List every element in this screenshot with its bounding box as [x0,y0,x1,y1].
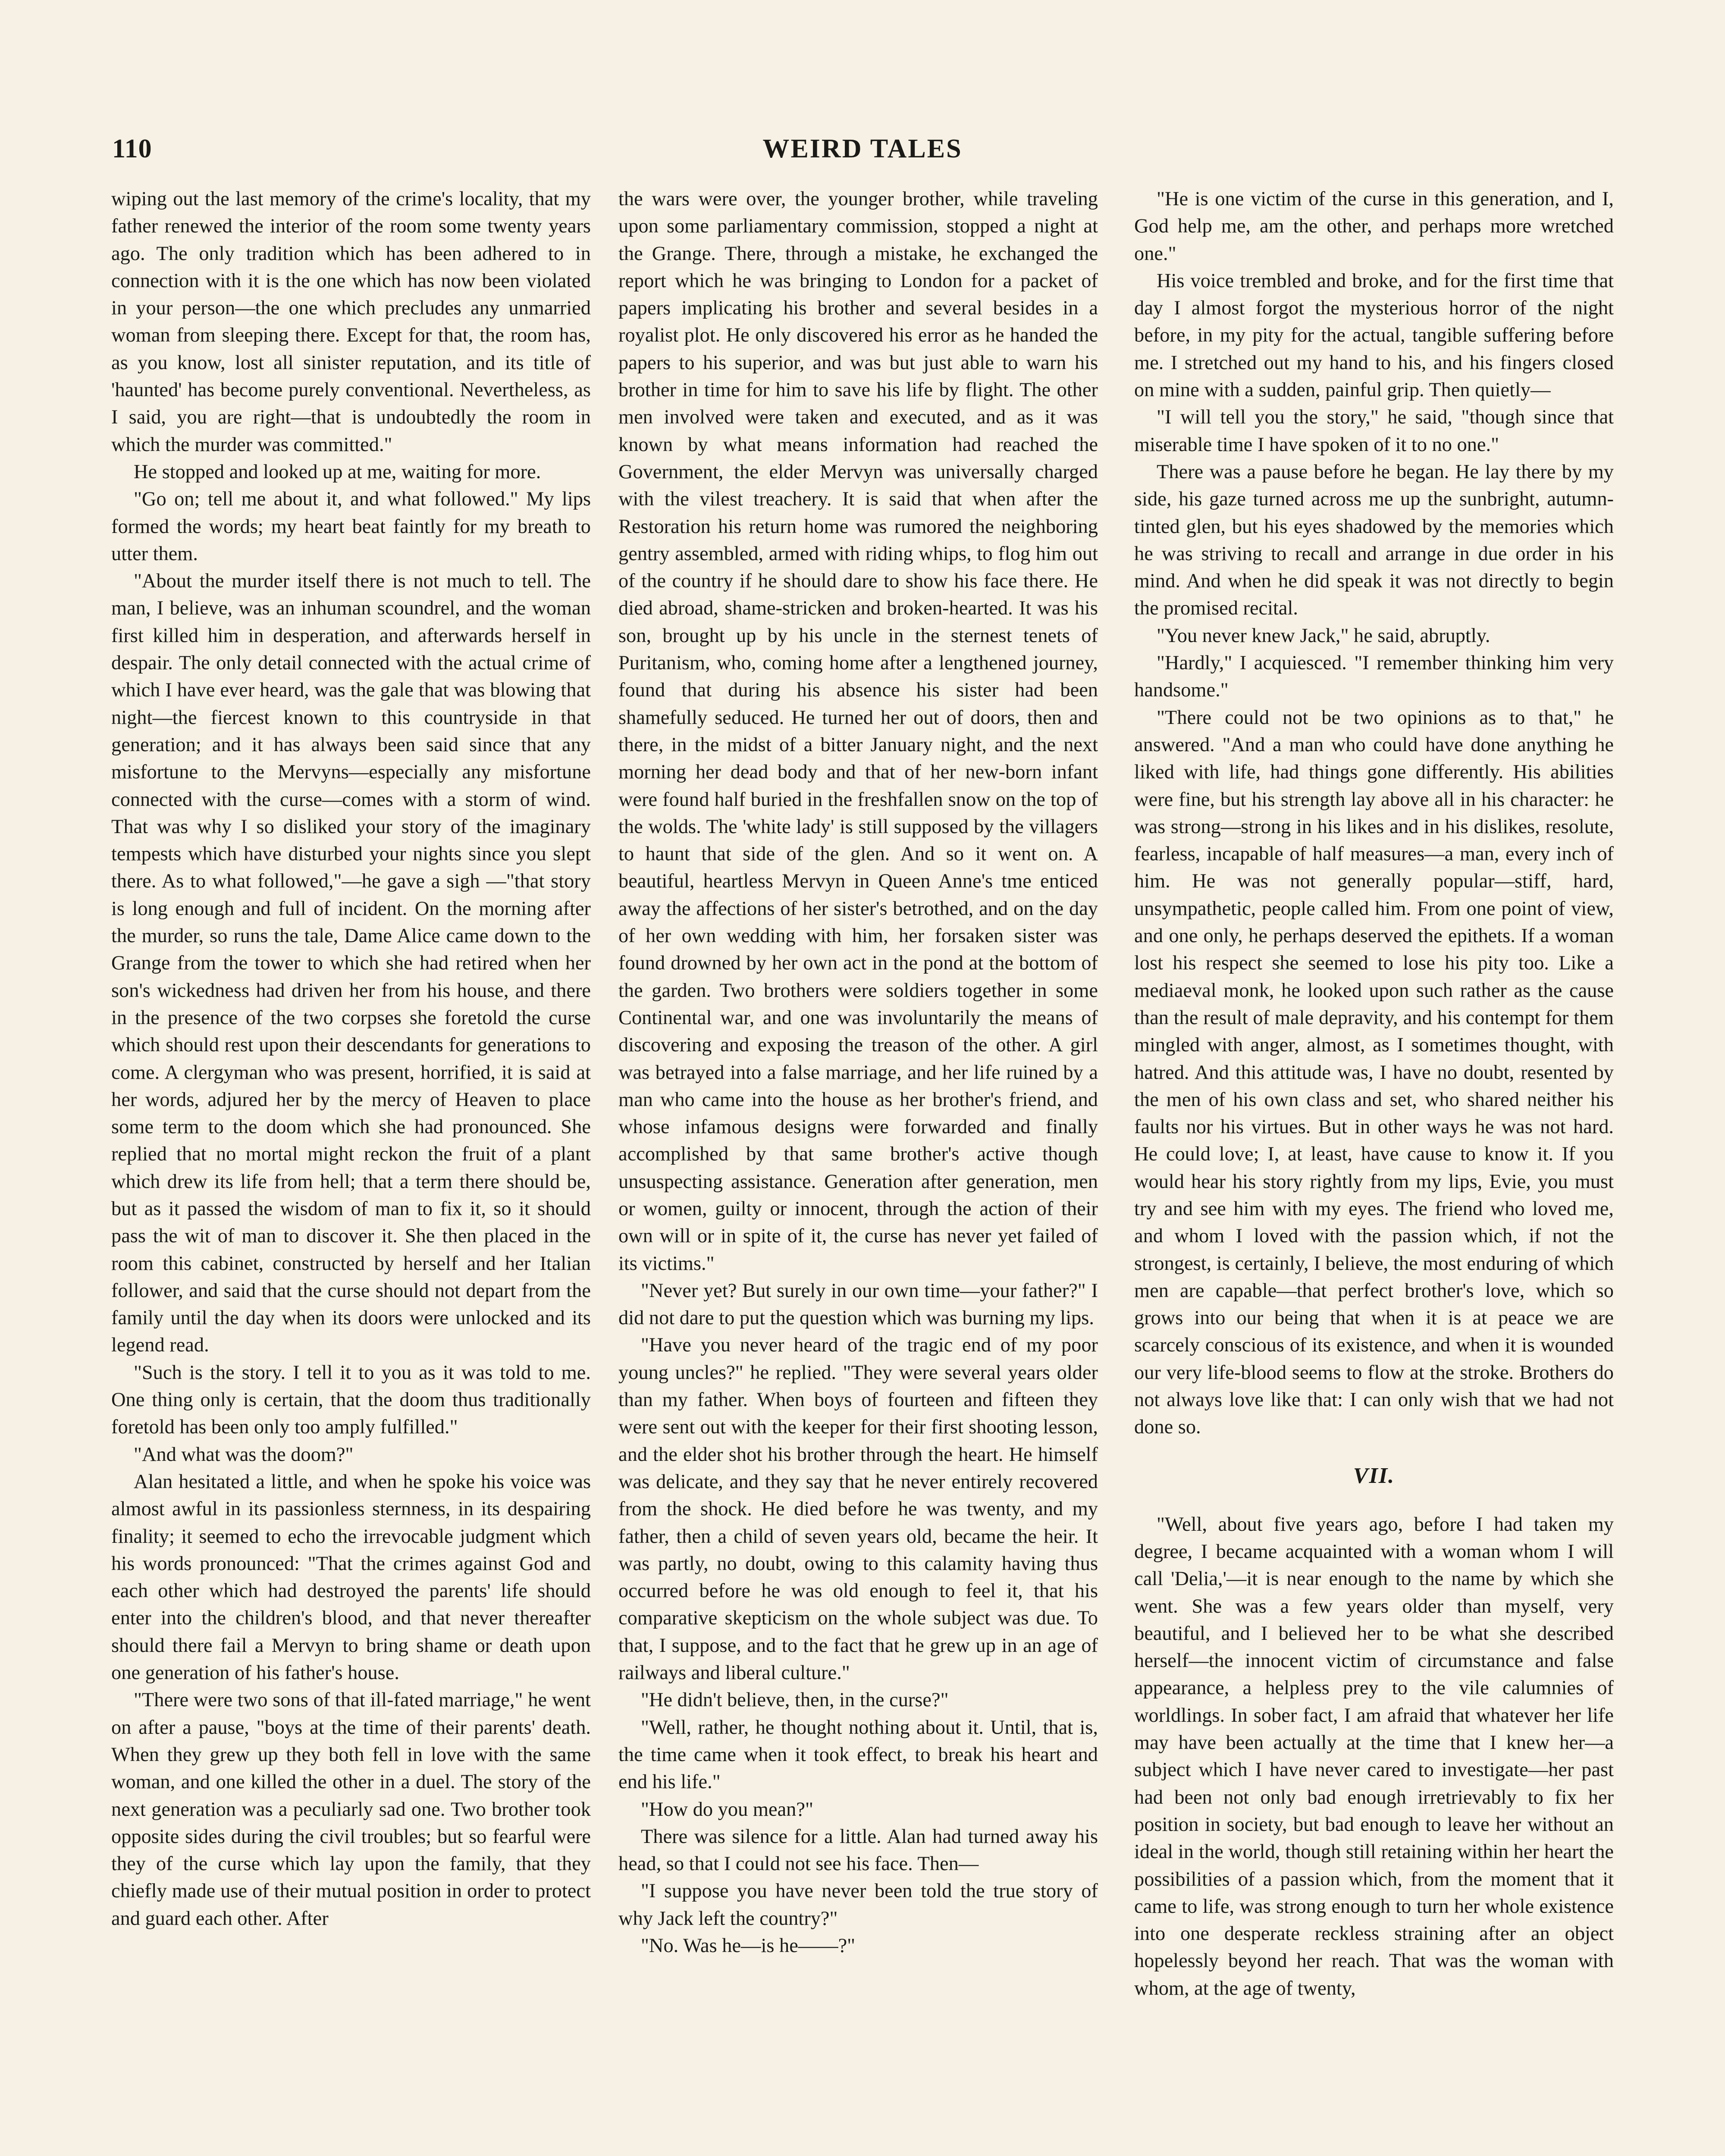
text-column-2 [618,185,1098,2156]
paragraph: "There could not be two opinions as to that," he answered. "And a man who could have done anything he liked with life, had things gone differently. His abilities were fine, but his strength lay above all in his character: he was strong—strong in his likes and in his dislikes, resolute, fearless, incapable of half measures—a man, every inch of him. He was not generally popular—stiff, hard, unsympathetic, people called him. From one point of view, and one only, he perhaps deserved the epithets. If a woman lost his respect she seemed to lose his pity too. Like a mediaeval monk, he looked upon such rather as the cause than the result of male depravity, and his contempt for them mingled with anger, almost, as I sometimes thought, with hatred. And this attitude was, I have no doubt, resented by the men of his own class and set, who shared neither his faults nor his virtues. But in other ways he was not hard. He could love; I, at least, have cause to know it. If you would hear his story rightly from my lips, Evie, you must try and see him with my eyes. The friend who loved me, and whom I loved with the passion which, if not the strongest, is certainly, I believe, the most enduring of which men are capable—that perfect brother's love, which so grows into our being that when it is at peace we are scarcely conscious of its existence, and when it is wounded our very life-blood seems to flow at the stroke. Brothers do not always love like that: I can only wish that we had not done so. [1134,706,1614,1438]
paragraph: "No. Was he—is he——?" [641,1935,856,1957]
paragraph: "There were two sons of that ill-fated marriage," he went on after a pause, "boys at the time of their parents' death. When they grew up they both fell in love with the same woman, and one killed the other in a duel. The story of the next generation was a peculiarly sad one. Two brother took opposite sides during the civil troubles; but so fearful were they of the curse which lay upon the family, that they chiefly made use of their mutual position in order to protect and guard each other. After [111,1689,591,1930]
paragraph: "How do you mean?" [641,1798,813,1821]
text-column-3 [1134,185,1614,2156]
text-column-1 [111,185,591,2156]
paragraph: "He didn't believe, then, in the curse?" [641,1689,949,1711]
paragraph: "I will tell you the story," he said, "though since that miserable time I have spoken of it to no one." [1134,406,1614,456]
text-columns [111,185,1614,2156]
page-header [112,125,1613,172]
paragraph: "Hardly," I acquiesced. "I remember thinking him very handsome." [1134,652,1614,702]
paragraph: wiping out the last memory of the crime's locality, that my father renewed the interior of the room some twenty years ago. The only tradition which has been adhered to in connection with it is the one which has now been violated in your person—the one which precludes any unmarried woman from sleeping there. Except for that, the room has, as you know, lost all sinister reputation, and its title of 'haunted' has become purely conventional. Nevertheless, as I said, you are right—that is undoubtedly the room in which the murder was committed." [111,188,591,456]
paragraph: "He is one victim of the curse in this generation, and I, God help me, am the other, and perhaps more wretched one." [1134,188,1614,265]
paragraph: "I suppose you have never been told the true story of why Jack left the country?" [618,1880,1098,1930]
page-number: 110 [112,134,152,163]
section-heading: VII. [1353,1463,1395,1488]
paragraph: "And what was the doom?" [134,1443,354,1466]
paragraph: "About the murder itself there is not much to tell. The man, I believe, was an inhuman scoundrel, and the woman first killed him in desperation, and afterwards herself in despair. The only detail connected with the actual crime of which I have ever heard, was the gale that was blowing that night—the fiercest known to this countryside in that generation; and it has always been said since that any misfortune to the Mervyns—especially any misfortune connected with the curse—comes with a storm of wind. That was why I so disliked your story of the imaginary tempests which have disturbed your nights since you slept there. As to what followed,"—he gave a sigh —"that story is long enough and full of incident. On the morning after the murder, so runs the tale, Dame Alice came down to the Grange from the tower to which she had retired when her son's wickedness had driven her from his house, and there in the presence of the two corpses she foretold the curse which should rest upon their descendants for generations to come. A clergyman who was present, horrified, it is said at her words, adjured her by the mercy of Heaven to place some term to the doom which she had pronounced. She replied that no mortal might reckon the fruit of a plant which drew its life from hell; that a term there should be, but as it passed the wisdom of man to fix it, so it should pass the wit of man to discover it. She then placed in the room this cabinet, constructed by herself and her Italian follower, and said that the curse should not depart from the family until the day when its doors were unlocked and its legend read. [111,570,591,1357]
paragraph: "Have you never heard of the tragic end of my poor young uncles?" he replied. "They were several years older than my father. When boys of fourteen and fifteen they were sent out with the keeper for their first shooting lesson, and the elder shot his brother through the heart. He himself was delicate, and they say that he never entirely recovered from the shock. He died before he was twenty, and my father, then a child of seven years old, became the heir. It was partly, no doubt, owing to this calamity having thus occurred before he was old enough to feel it, that his comparative skepticism on the whole subject was due. To that, I suppose, and to the fact that he grew up in an age of railways and liberal culture." [618,1334,1098,1684]
paragraph: the wars were over, the younger brother, while traveling upon some parliamentary commission, stopped a night at the Grange. There, through a mistake, he exchanged the report which he was bringing to London for a packet of papers implicating his brother and several besides in a royalist plot. He only discovered his error as he handed the papers to his superior, and was but just able to warn his brother in time for him to save his life by flight. The other men involved were taken and executed, and as it was known by what means information had reached the Government, the elder Mervyn was universally charged with the vilest treachery. It is said that when after the Restoration his return home was rumored the neighboring gentry assembled, armed with riding whips, to flog him out of the country if he should dare to show his face there. He died abroad, shame-stricken and broken-hearted. It was his son, brought up by his uncle in the sternest tenets of Puritanism, who, coming home after a lengthened journey, found that during his absence his sister had been shamefully seduced. He turned her out of doors, then and there, in the midst of a bitter January night, and the next morning her dead body and that of her new-born infant were found half buried in the freshfallen snow on the top of the wolds. The 'white lady' is still supposed by the villagers to haunt that side of the glen. And so it went on. A beautiful, heartless Mervyn in Queen Anne's tme enticed away the affections of her sister's betrothed, and on the day of her own wedding with him, her forsaken sister was found drowned by her own act in the pond at the bottom of the garden. Two brothers were soldiers together in some Continental war, and one was involuntarily the means of discovering and exposing the treason of the other. A girl was betrayed into a false marriage, and her life ruined by a man who came into the house as her brother's friend, and whose infamous designs were forwarded and finally accomplished by that same brother's active though unsuspecting assistance. Generation after generation, men or women, guilty or innocent, through the action of their own will or in spite of it, the curse has never yet failed of its victims." [618,188,1098,1275]
paragraph: Alan hesitated a little, and when he spoke his voice was almost awful in its passionless sternness, in its despairing finality; it seemed to echo the irrevocable judgment which his words pronounced: "That the crimes against God and each other which had destroyed the parents' life should enter into the children's blood, and that never thereafter should there fail a Mervyn to bring shame or death upon one generation of his father's house. [111,1470,591,1684]
paragraph: There was silence for a little. Alan had turned away his head, so that I could not see his face. Then— [618,1825,1098,1875]
running-title: WEIRD TALES [762,134,963,163]
paragraph: "Well, about five years ago, before I had taken my degree, I became acquainted with a woman whom I will call 'Delia,'—it is near enough to the name by which she went. She was a few years older than myself, very beautiful, and I believed her to be what she described herself—the innocent victim of circumstance and false appearance, a helpless prey to the vile calumnies of worldlings. In sober fact, I am afraid that whatever her life may have been actually at the time that I knew her—a subject which I have never cared to investigate—her past had been not only bad enough irretrievably to fix her position in society, but bad enough to leave her without an ideal in the world, though still retaining within her heart the possibilities of a passion which, from the moment that it came to life, was strong enough to turn her whole existence into one desperate reckless straining after an object hopelessly beyond her reach. That was the woman with whom, at the age of twenty, [1134,1513,1614,1999]
paragraph: "You never knew Jack," he said, abruptly. [1157,624,1490,647]
paragraph: "Go on; tell me about it, and what followed." My lips formed the words; my heart beat faintly for my breath to utter them. [111,488,591,565]
paragraph: "Well, rather, he thought nothing about it. Until, that is, the time came when it took effect, to break his heart and end his life." [618,1716,1098,1793]
paragraph: There was a pause before he began. He lay there by my side, his gaze turned across me up the sunbright, autumn-tinted glen, but his eyes shadowed by the memories which he was striving to recall and arrange in due order in his mind. And when he did speak it was not directly to begin the promised recital. [1134,461,1614,620]
paragraph: His voice trembled and broke, and for the first time that day I almost forgot the mysterious horror of the night before, in my pity for the actual, tangible suffering before me. I stretched out my hand to his, and his fingers closed on mine with a sudden, painful grip. Then quietly— [1134,270,1614,401]
paragraph: "Such is the story. I tell it to you as it was told to me. One thing only is certain, that the doom thus traditionally foretold has been only too amply fulfilled." [111,1361,591,1438]
paragraph: "Never yet? But surely in our own time—your father?" I did not dare to put the question which was burning my lips. [618,1279,1098,1329]
paragraph: He stopped and looked up at me, waiting for more. [134,461,541,483]
